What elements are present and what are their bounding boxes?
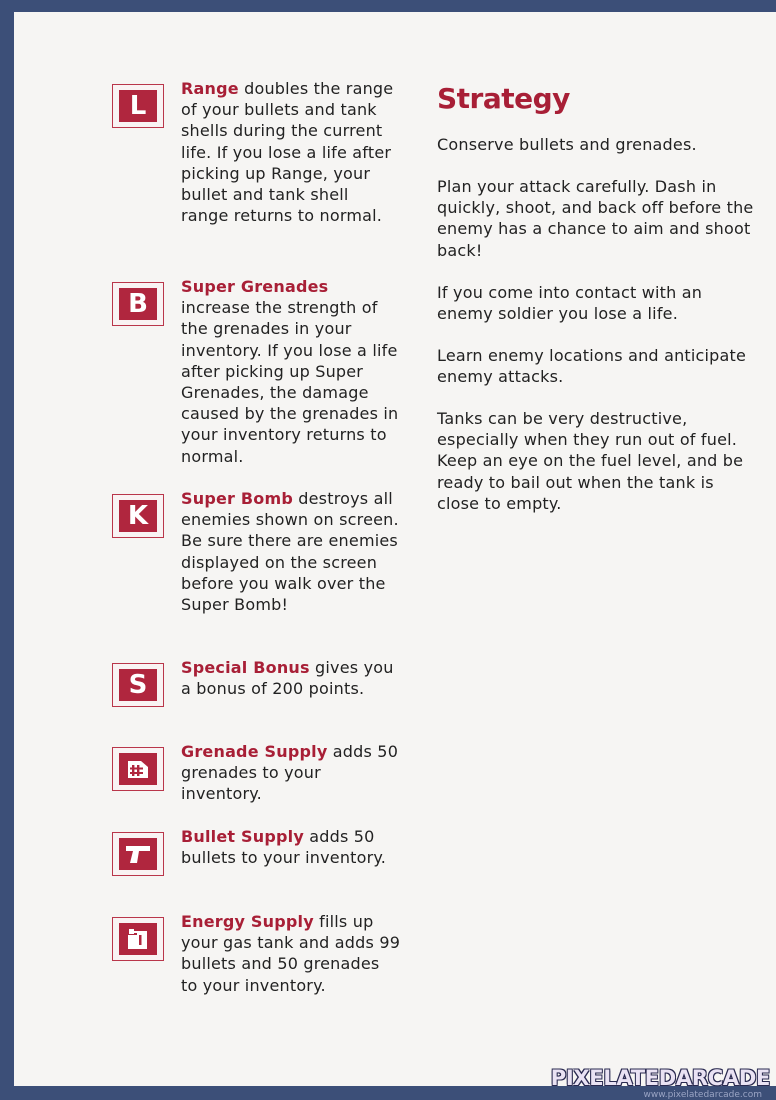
powerup-description: Super Bomb destroys all enemies shown on screen. Be sure there are enemies displayed on the screen before you walk over the Super Bomb! [181,489,399,615]
powerup-description: Bullet Supply adds 50 bullets to your inventory. [181,827,387,868]
grenade-supply-icon [112,747,164,791]
strategy-paragraph: Learn enemy locations and anticipate enemy attacks. [437,346,747,387]
strategy-paragraph: Plan your attack carefully. Dash in quickly, shoot, and back off before the enemy has a chance to aim and shoot back! [437,177,754,260]
bullet-supply-gun-icon [112,832,164,876]
powerup-name: Super Bomb [181,489,293,508]
powerup-name: Bullet Supply [181,827,304,846]
powerup-description: Range doubles the range of your bullets and tank shells during the current life. If you lose a life after picking up Range, your bullet and tank shell range returns to normal. [181,79,394,226]
powerup-name: Special Bonus [181,658,310,677]
powerup-name: Super Grenades [181,277,329,296]
powerup-description: Super Grenades increase the strength of the grenades in your inventory. If you lose a life after picking up Super Grenades, the damage caused by the grenades in your inventory returns to normal. [181,277,399,466]
watermark-logo: PIXELATEDARCADE [550,1066,770,1090]
powerup-description: Grenade Supply adds 50 grenades to your inventory. [181,742,399,804]
powerup-description: Special Bonus gives you a bonus of 200 points. [181,658,394,699]
energy-supply-fuel-can-icon [112,917,164,961]
strategy-paragraph: Conserve bullets and grenades. [437,135,697,154]
strategy-paragraph: If you come into contact with an enemy soldier you lose a life. [437,283,703,324]
powerup-name: Energy Supply [181,912,314,931]
strategy-heading: Strategy [437,82,570,115]
watermark-url: www.pixelatedarcade.com [643,1090,762,1100]
powerup-name: Grenade Supply [181,742,328,761]
powerup-description: Energy Supply fills up your gas tank and adds 99 bullets and 50 grenades to your inventory. [181,912,401,995]
special-bonus-s-icon: S [112,663,164,707]
strategy-paragraph: Tanks can be very destructive, especially when they run out of fuel. Keep an eye on the fuel level, and be ready to bail out when the tank is close to empty. [437,409,744,513]
manual-page [14,12,776,1086]
super-grenades-b-icon: B [112,282,164,326]
range-l-icon: L [112,84,164,128]
super-bomb-k-icon: K [112,494,164,538]
powerup-name: Range [181,79,239,98]
